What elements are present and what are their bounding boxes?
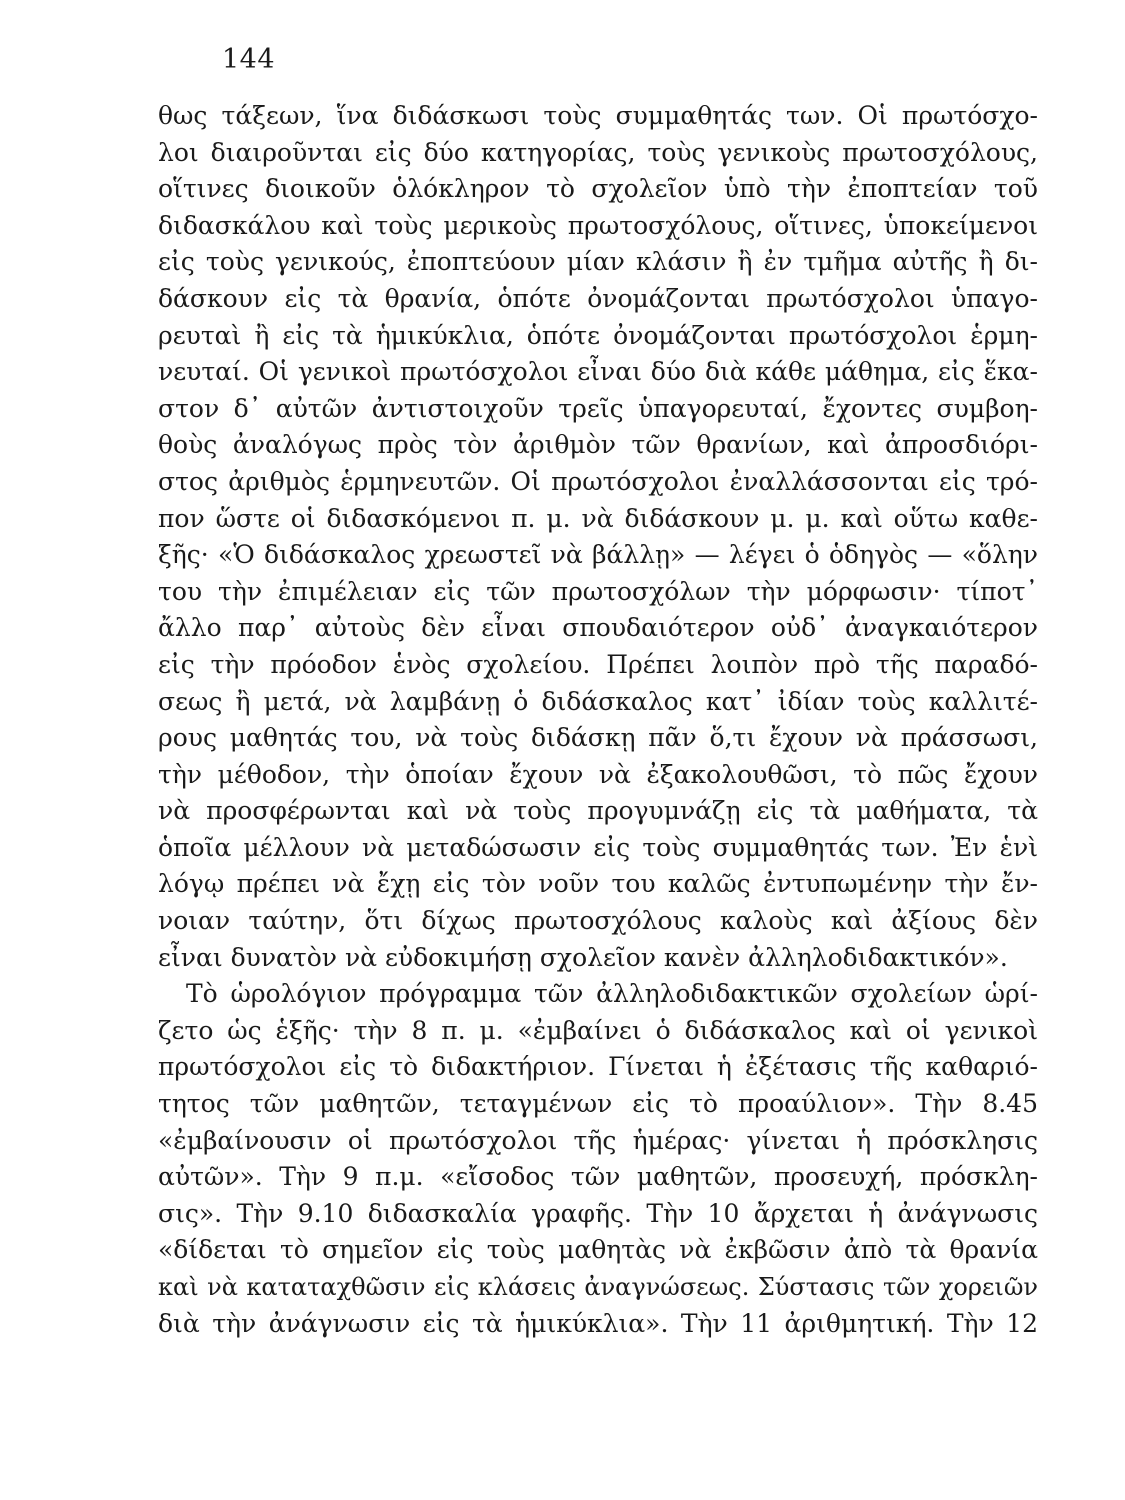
text-line: στος ἀριθμὸς ἑρμηνευτῶν. Οἱ πρωτόσχολοι ἐναλλάσσονται εἰς τρό- (158, 466, 1038, 496)
text-line: πον ὥστε οἱ διδασκόμενοι π. μ. νὰ διδάσκουν μ. μ. καὶ οὕτω καθε- (158, 503, 1038, 533)
text-line: πρωτόσχολοι εἰς τὸ διδακτήριον. Γίνεται ἡ ἐξέτασις τῆς καθαριό- (158, 1052, 1038, 1082)
text-line: ρευταὶ ἢ εἰς τὰ ἡμικύκλια, ὁπότε ὀνομάζονται πρωτόσχολοι ἑρμη- (158, 320, 1038, 350)
text-line: εἰς τὴν πρόοδον ἑνὸς σχολείου. Πρέπει λοιπὸν πρὸ τῆς παραδό- (158, 649, 1038, 679)
text-line: διὰ τὴν ἀνάγνωσιν εἰς τὰ ἡμικύκλια». Τὴν 11 ἀριθμητική. Τὴν 12 (158, 1308, 1038, 1338)
text-line: νοιαν ταύτην, ὅτι δίχως πρωτοσχόλους καλοὺς καὶ ἀξίους δὲν (158, 906, 1038, 936)
text-line: τὴν μέθοδον, τὴν ὁποίαν ἔχουν νὰ ἐξακολουθῶσι, τὸ πῶς ἔχουν (158, 759, 1038, 789)
text-line: καὶ νὰ καταταχθῶσιν εἰς κλάσεις ἀναγνώσεως. Σύστασις τῶν χορειῶν (158, 1273, 1038, 1301)
body-text (158, 98, 1038, 1342)
text-line: θοὺς ἀναλόγως πρὸς τὸν ἀριθμὸν τῶν θρανίων, καὶ ἀπροσδιόρι- (158, 430, 1038, 460)
text-line: στον δ᾽ αὐτῶν ἀντιστοιχοῦν τρεῖς ὑπαγορευταί, ἔχοντες συμβοη- (158, 393, 1038, 423)
text-line: «δίδεται τὸ σημεῖον εἰς τοὺς μαθητὰς νὰ ἐκβῶσιν ἀπὸ τὰ θρανία (158, 1235, 1038, 1265)
text-line: εἶναι δυνατὸν νὰ εὐδοκιμήσῃ σχολεῖον κανὲν ἀλληλοδιδακτικόν». (158, 942, 1008, 972)
text-line: λοι διαιροῦνται εἰς δύο κατηγορίας, τοὺς γενικοὺς πρωτοσχόλους, (158, 137, 1038, 167)
text-line: «ἐμβαίνουσιν οἱ πρωτόσχολοι τῆς ἡμέρας· γίνεται ἡ πρόσκλησις (158, 1125, 1038, 1155)
text-line: του τὴν ἐπιμέλειαν εἰς τῶν πρωτοσχόλων τὴν μόρφωσιν· τίποτ᾽ (158, 576, 1038, 606)
text-line: διδασκάλου καὶ τοὺς μερικοὺς πρωτοσχόλους, οἵτινες, ὑποκείμενοι (158, 210, 1038, 240)
text-line: εἰς τοὺς γενικούς, ἐποπτεύουν μίαν κλάσιν ἢ ἐν τμῆμα αὐτῆς ἢ δι- (158, 247, 1038, 277)
text-line: σις». Τὴν 9.10 διδασκαλία γραφῆς. Τὴν 10 ἄρχεται ἡ ἀνάγνωσις (158, 1198, 1038, 1228)
text-line: θως τάξεων, ἵνα διδάσκωσι τοὺς συμμαθητάς των. Οἱ πρωτόσχο- (158, 101, 1038, 130)
text-line: νὰ προσφέρωνται καὶ νὰ τοὺς προγυμνάζῃ εἰς τὰ μαθήματα, τὰ (158, 796, 1038, 826)
text-line: δάσκουν εἰς τὰ θρανία, ὁπότε ὀνομάζονται πρωτόσχολοι ὑπαγο- (158, 283, 1038, 313)
page-number: 144 (222, 44, 276, 75)
text-line: ἄλλο παρ᾽ αὐτοὺς δὲν εἶναι σπουδαιότερον οὐδ᾽ ἀναγκαιότερον (158, 613, 1038, 643)
text-line: ζετο ὡς ἑξῆς· τὴν 8 π. μ. «ἐμβαίνει ὁ διδάσκαλος καὶ οἱ γενικοὶ (158, 1015, 1038, 1045)
text-line: αὐτῶν». Τὴν 9 π.μ. «εἴσοδος τῶν μαθητῶν, προσευχή, πρόσκλη- (158, 1162, 1038, 1192)
text-line: νευταί. Οἱ γενικοὶ πρωτόσχολοι εἶναι δύο διὰ κάθε μάθημα, εἰς ἕκα- (158, 357, 1038, 387)
text-line: οἵτινες διοικοῦν ὁλόκληρον τὸ σχολεῖον ὑπὸ τὴν ἐποπτείαν τοῦ (158, 174, 1038, 204)
text-line: ρους μαθητάς του, νὰ τοὺς διδάσκῃ πᾶν ὅ,τι ἔχουν νὰ πράσσωσι, (158, 723, 1038, 753)
text-line: τητος τῶν μαθητῶν, τεταγμένων εἰς τὸ προαύλιον». Τὴν 8.45 (158, 1089, 1038, 1119)
text-line: Τὸ ὡρολόγιον πρόγραμμα τῶν ἀλληλοδιδακτικῶν σχολείων ὡρί- (186, 979, 1038, 1009)
text-line: λόγῳ πρέπει νὰ ἔχῃ εἰς τὸν νοῦν του καλῶς ἐντυπωμένην τὴν ἔν- (158, 869, 1038, 899)
text-line: σεως ἢ μετά, νὰ λαμβάνῃ ὁ διδάσκαλος κατ᾽ ἰδίαν τοὺς καλλιτέ- (158, 686, 1038, 716)
text-line: ξῆς· «Ὁ διδάσκαλος χρεωστεῖ νὰ βάλλῃ» — λέγει ὁ ὁδηγὸς — «ὅλην (158, 540, 1038, 570)
text-line: ὁποῖα μέλλουν νὰ μεταδώσωσιν εἰς τοὺς συμμαθητάς των. Ἐν ἑνὶ (158, 832, 1038, 862)
